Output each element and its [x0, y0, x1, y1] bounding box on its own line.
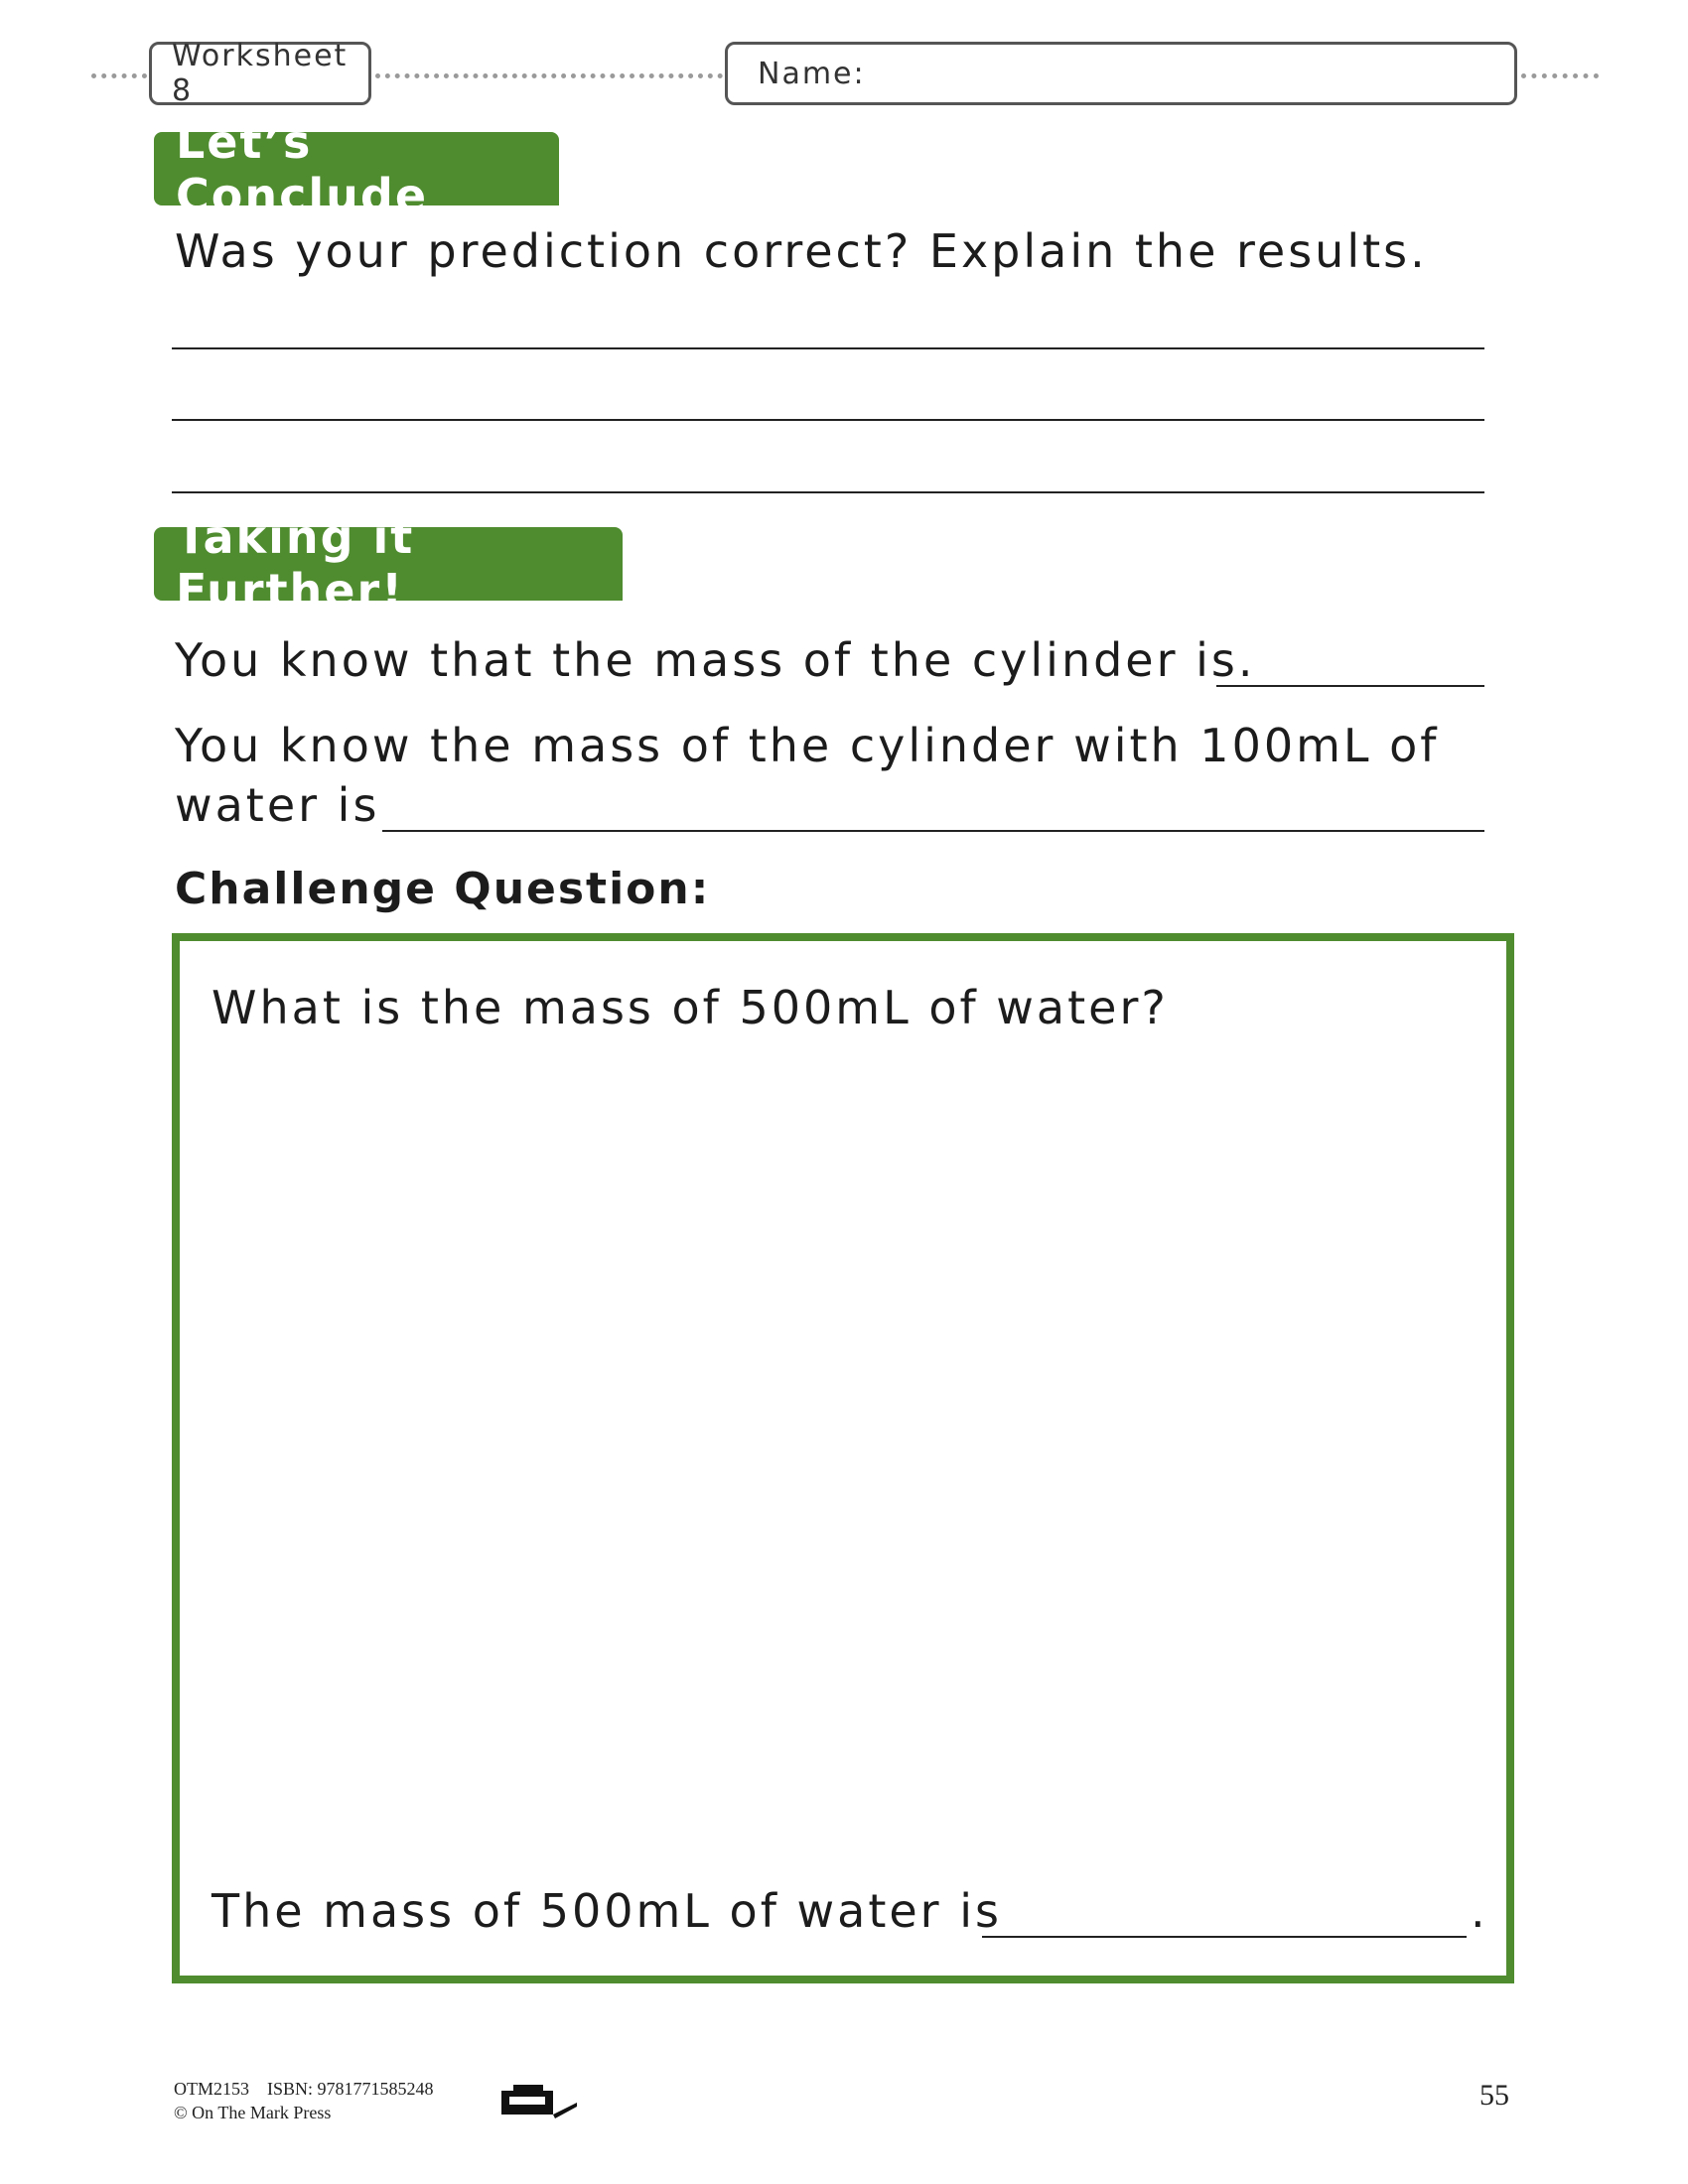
challenge-question: What is the mass of 500mL of water? [211, 981, 1169, 1034]
challenge-answer-suffix: . [1471, 1884, 1488, 1938]
challenge-title: Challenge Question: [175, 864, 711, 914]
conclude-prompt: Was your prediction correct? Explain the results. [175, 224, 1428, 278]
page-number: 55 [1479, 2079, 1509, 2112]
name-field[interactable] [725, 42, 1517, 105]
header-dots-right [1521, 73, 1599, 78]
conclude-header [154, 115, 559, 222]
copyright: © On The Mark Press [174, 2103, 332, 2122]
challenge-answer-prefix: The mass of 500mL of water is [211, 1884, 1002, 1938]
name-label: Name: [758, 56, 866, 91]
product-code: OTM2153 [174, 2079, 249, 2099]
conclude-title: Let’s Conclude [176, 115, 429, 222]
publisher-logo-icon [499, 2081, 579, 2120]
header-dots-middle [375, 73, 723, 78]
header-dots-left [91, 73, 147, 78]
cylinder-mass-line[interactable] [1216, 685, 1484, 687]
further-title: Taking it Further! [176, 510, 415, 617]
challenge-box [172, 933, 1514, 1983]
isbn: ISBN: 9781771585248 [267, 2079, 434, 2099]
further-line-2a: You know the mass of the cylinder with 100mL of [175, 719, 1440, 772]
cylinder-water-mass-line[interactable] [382, 830, 1484, 832]
further-line-2b: water is [175, 778, 380, 832]
challenge-answer-line[interactable] [982, 1936, 1467, 1938]
further-header [154, 510, 623, 617]
further-line-1: You know that the mass of the cylinder is. [175, 633, 1256, 687]
conclude-answer-line-1[interactable] [172, 347, 1484, 349]
conclude-answer-line-3[interactable] [172, 491, 1484, 493]
worksheet-tab [149, 39, 371, 108]
conclude-answer-line-2[interactable] [172, 419, 1484, 421]
worksheet-label: Worksheet 8 [172, 39, 349, 108]
footer-code-isbn [174, 2079, 434, 2100]
